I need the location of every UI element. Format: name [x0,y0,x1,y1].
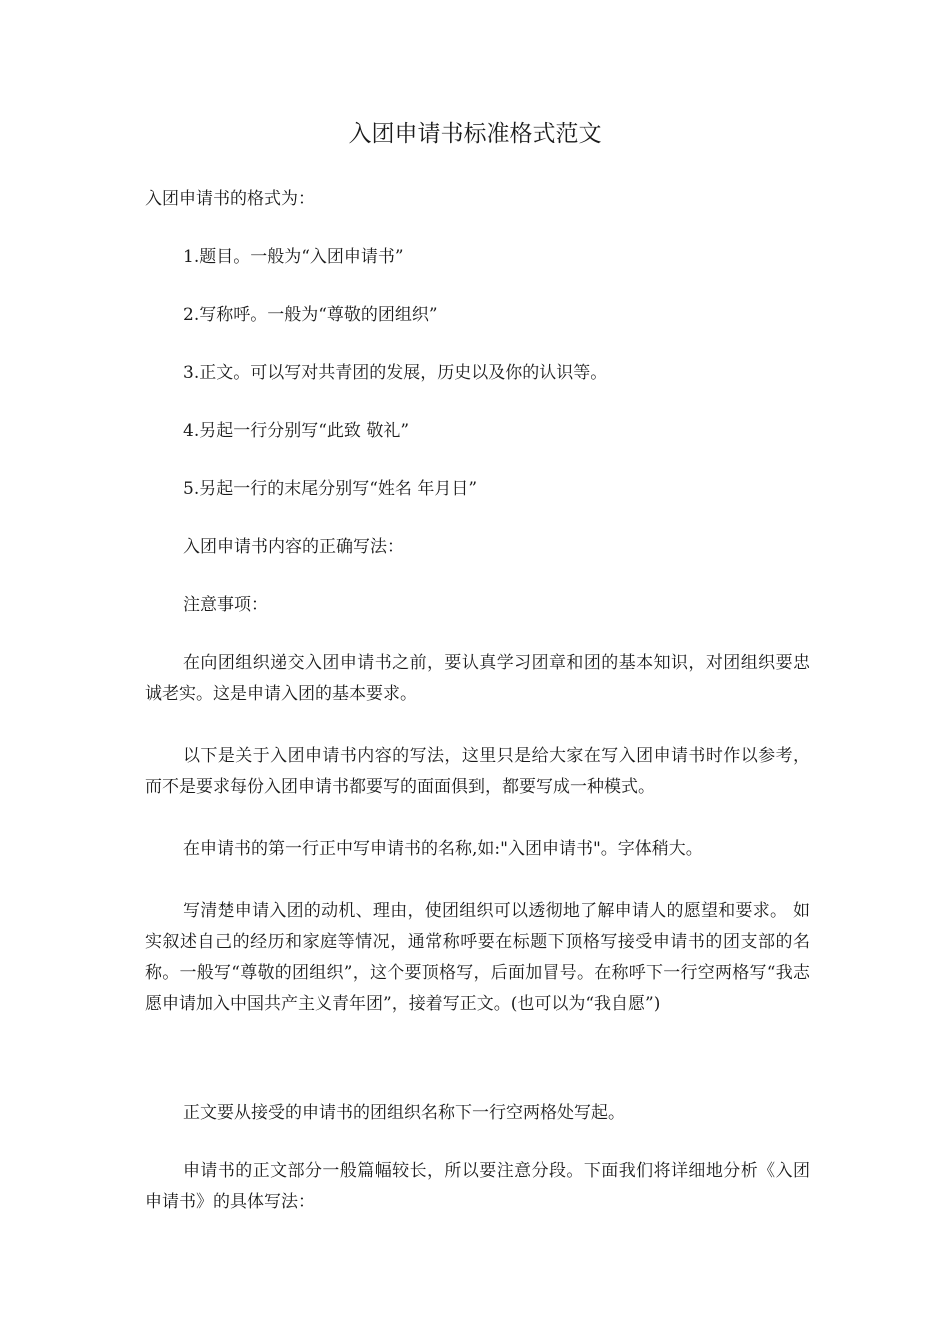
format-item-2: 2.写称呼。一般为“尊敬的团组织” [183,305,438,325]
notes-heading: 注意事项： [183,595,268,615]
content-heading: 入团申请书内容的正确写法： [183,537,404,557]
paragraph-3: 在申请书的第一行正中写申请书的名称,如:"入团申请书"。字体稍大。 [183,839,703,859]
format-intro: 入团申请书的格式为： [145,189,315,209]
format-item-5: 5.另起一行的末尾分别写“姓名 年月日” [183,479,478,499]
paragraph-5: 正文要从接受的申请书的团组织名称下一行空两格处写起。 [183,1103,625,1123]
format-item-1: 1.题目。一般为“入团申请书” [183,247,404,267]
format-item-3: 3.正文。可以写对共青团的发展，历史以及你的认识等。 [183,363,608,383]
paragraph-2: 以下是关于入团申请书内容的写法，这里只是给大家在写入团申请书时作以参考，而不是要求每份入团申请书都要写的面面俱到，都要写成一种模式。 [145,746,810,797]
paragraph-4: 写清楚申请入团的动机、理由，使团组织可以透彻地了解申请人的愿望和要求。 如实叙述自己的经历和家庭等情况，通常称呼要在标题下顶格写接受申请书的团支部的名称。一般写“尊敬的团组织”，这个要顶格写，后面加冒号。在称呼下一行空两格写“我志愿申请加入中国共产主义青年团”，接着写正文。(也可以为“我自愿”) [145,901,810,1014]
paragraph-6: 申请书的正文部分一般篇幅较长，所以要注意分段。下面我们将详细地分析《入团申请书》的具体写法： [145,1161,810,1212]
format-item-4: 4.另起一行分别写“此致 敬礼” [183,421,410,441]
document-title: 入团申请书标准格式范文 [348,121,602,147]
paragraph-1: 在向团组织递交入团申请书之前，要认真学习团章和团的基本知识，对团组织要忠诚老实。这是申请入团的基本要求。 [145,653,810,704]
